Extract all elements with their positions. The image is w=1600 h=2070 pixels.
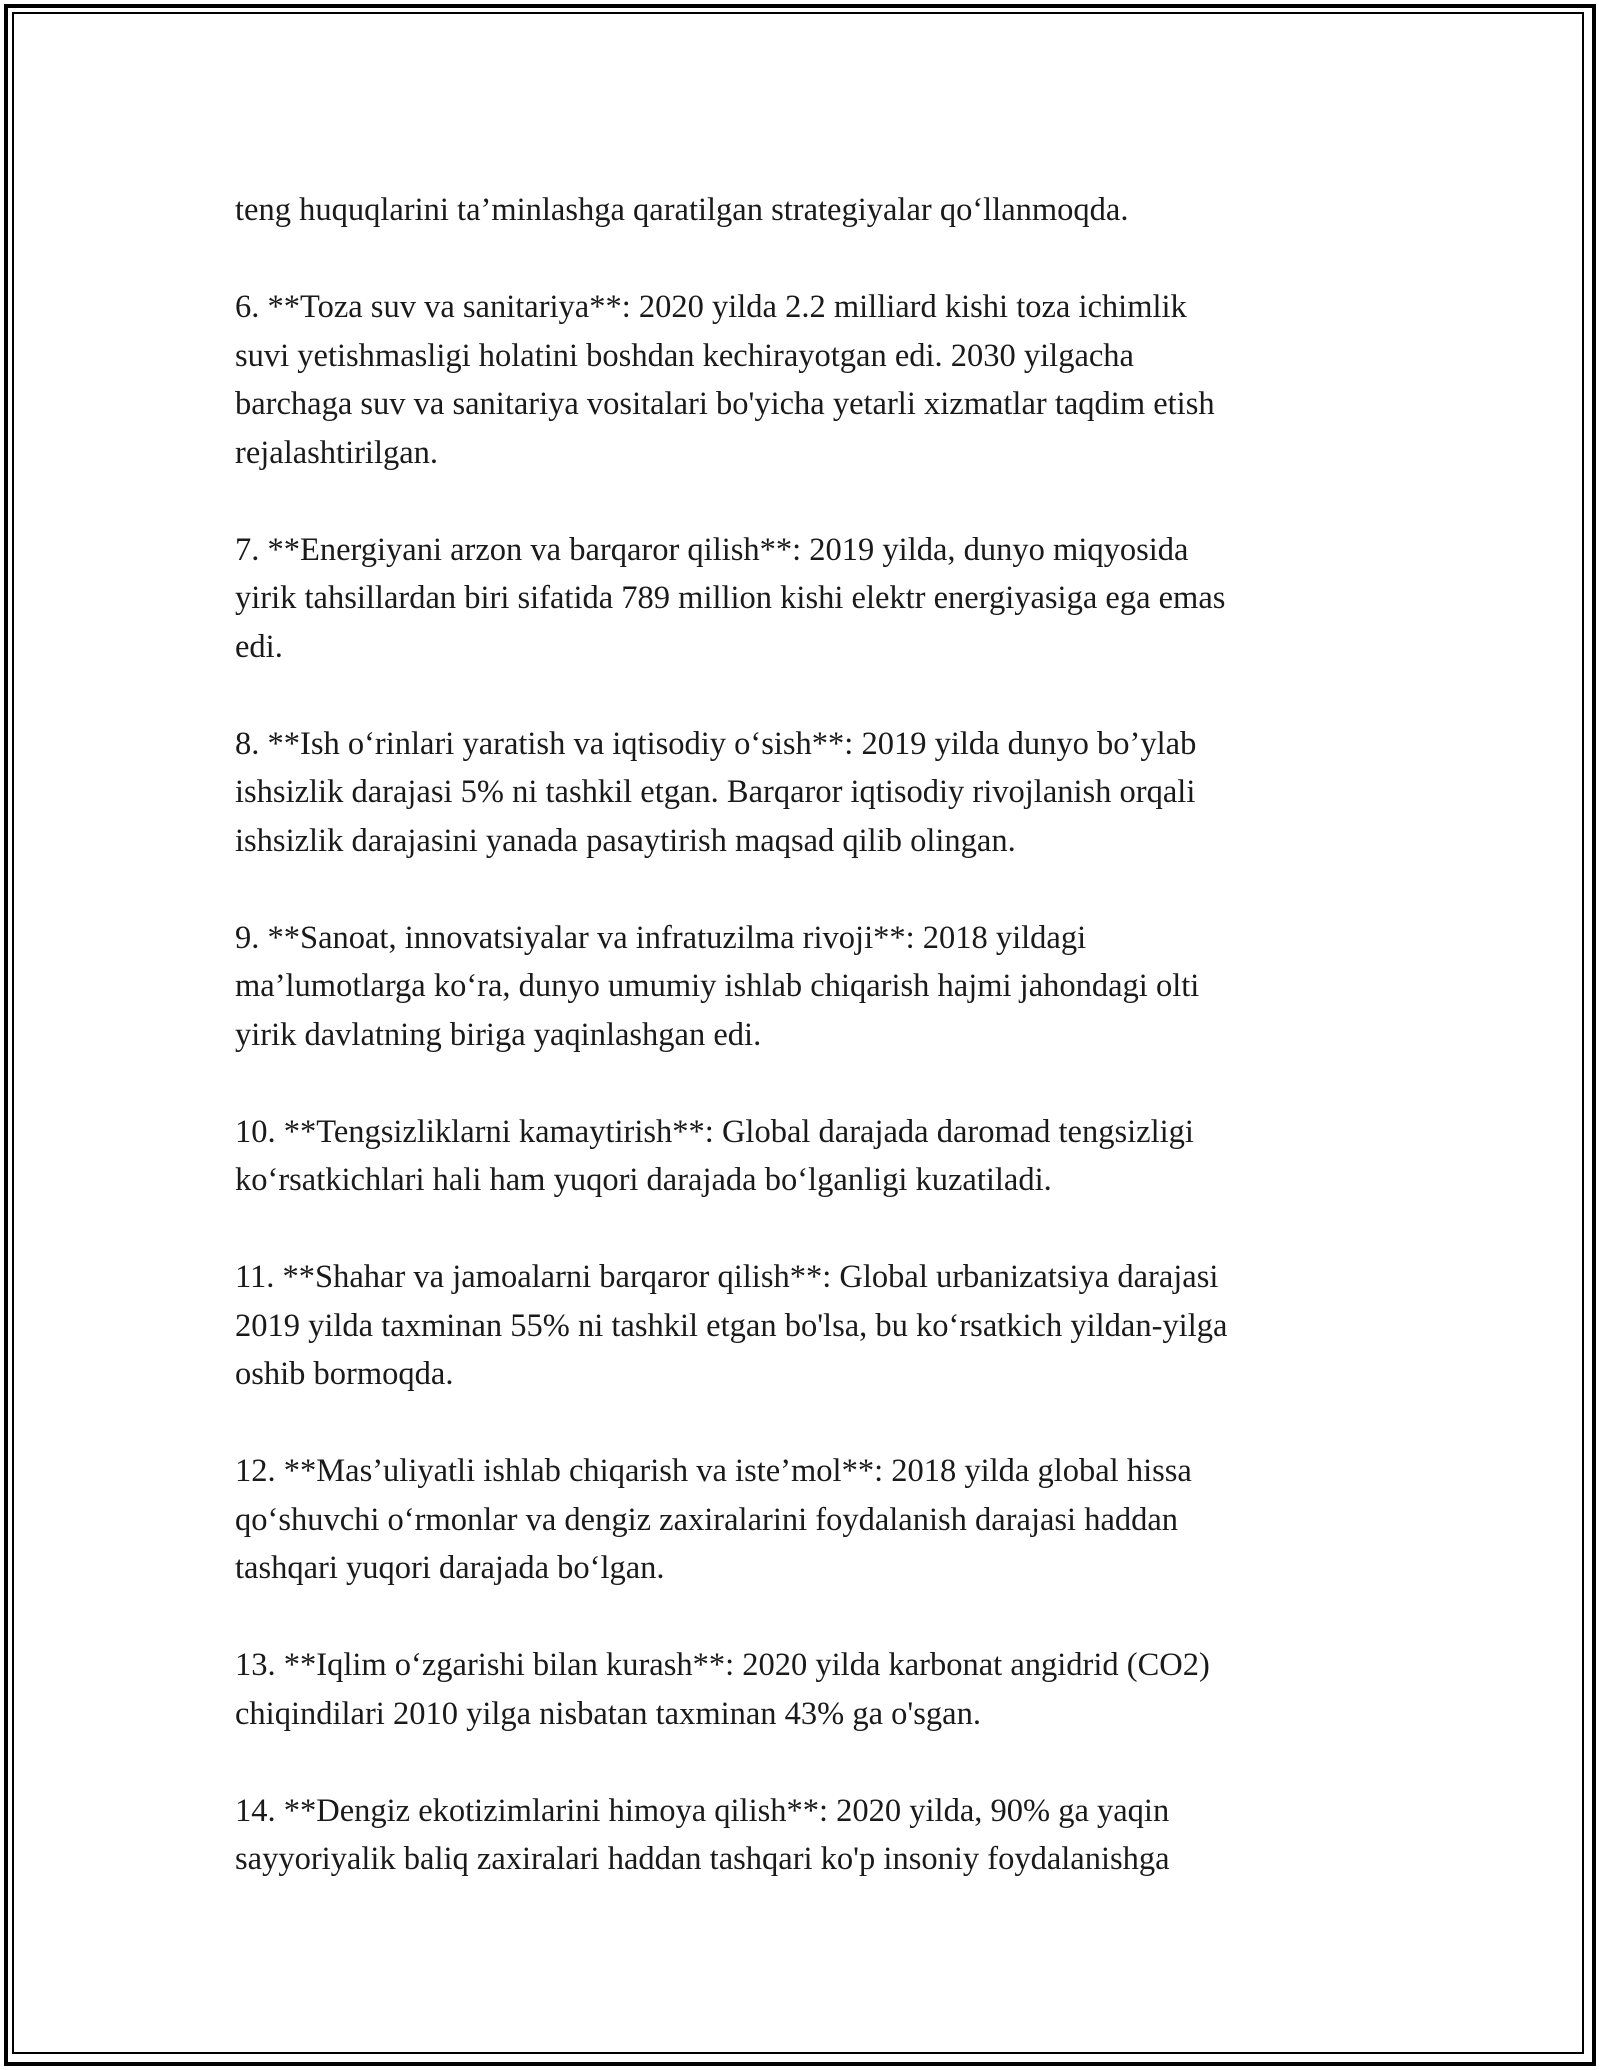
paragraph-item-10: 10. **Tengsizliklarni kamaytirish**: Global darajada daromad tengsizligi ko‘rsatkichlari hali ham yuqori darajada bo‘lganligi kuzatiladi. [235,1113,1194,1198]
paragraph-continuation: teng huquqlarini ta’minlashga qaratilgan strategiyalar qo‘llanmoqda. [235,192,1129,228]
paragraph-item-13: 13. **Iqlim o‘zgarishi bilan kurash**: 2020 yilda karbonat angidrid (CO2) chiqindilari 2010 yilga nisbatan taxminan 43% ga o'sgan. [235,1647,1210,1732]
paragraph-item-14: 14. **Dengiz ekotizimlarini himoya qilish**: 2020 yilda, 90% ga yaqin sayyoriyalik baliq zaxiralari haddan tashqari ko'p insoniy foydalanishga [235,1792,1170,1877]
paragraph-item-6: 6. **Toza suv va sanitariya**: 2020 yilda 2.2 milliard kishi toza ichimlik suvi yetishmasligi holatini boshdan kechirayotgan edi. 2030 yilgacha barchaga suv va sanitariya vositalari bo'yicha yetarli xizmatlar taqdim etish rejalashtirilgan. [235,289,1215,471]
paragraph-item-9: 9. **Sanoat, innovatsiyalar va infratuzilma rivoji**: 2018 yildagi ma’lumotlarga ko‘ra, dunyo umumiy ishlab chiqarish hajmi jahondagi olti yirik davlatning biriga yaqinlashgan edi. [235,919,1200,1053]
document-body [235,186,1365,1932]
paragraph-item-11: 11. **Shahar va jamoalarni barqaror qilish**: Global urbanizatsiya darajasi 2019 yilda taxminan 55% ni tashkil etgan bo'lsa, bu ko‘rsatkich yildan-yilga oshib bormoqda. [235,1259,1228,1392]
paragraph-item-12: 12. **Mas’uliyatli ishlab chiqarish va iste’mol**: 2018 yilda global hissa qo‘shuvchi o‘rmonlar va dengiz zaxiralarini foydalanish darajasi haddan tashqari yuqori darajada bo‘lgan. [235,1453,1192,1586]
paragraph-item-7: 7. **Energiyani arzon va barqaror qilish**: 2019 yilda, dunyo miqyosida yirik tahsillardan biri sifatida 789 million kishi elektr energiyasiga ega emas edi. [235,531,1226,665]
paragraph-item-8: 8. **Ish o‘rinlari yaratish va iqtisodiy o‘sish**: 2019 yilda dunyo bo’ylab ishsizlik darajasi 5% ni tashkil etgan. Barqaror iqtisodiy rivojlanish orqali ishsizlik darajasini yanada pasaytirish maqsad qilib olingan. [235,725,1197,859]
